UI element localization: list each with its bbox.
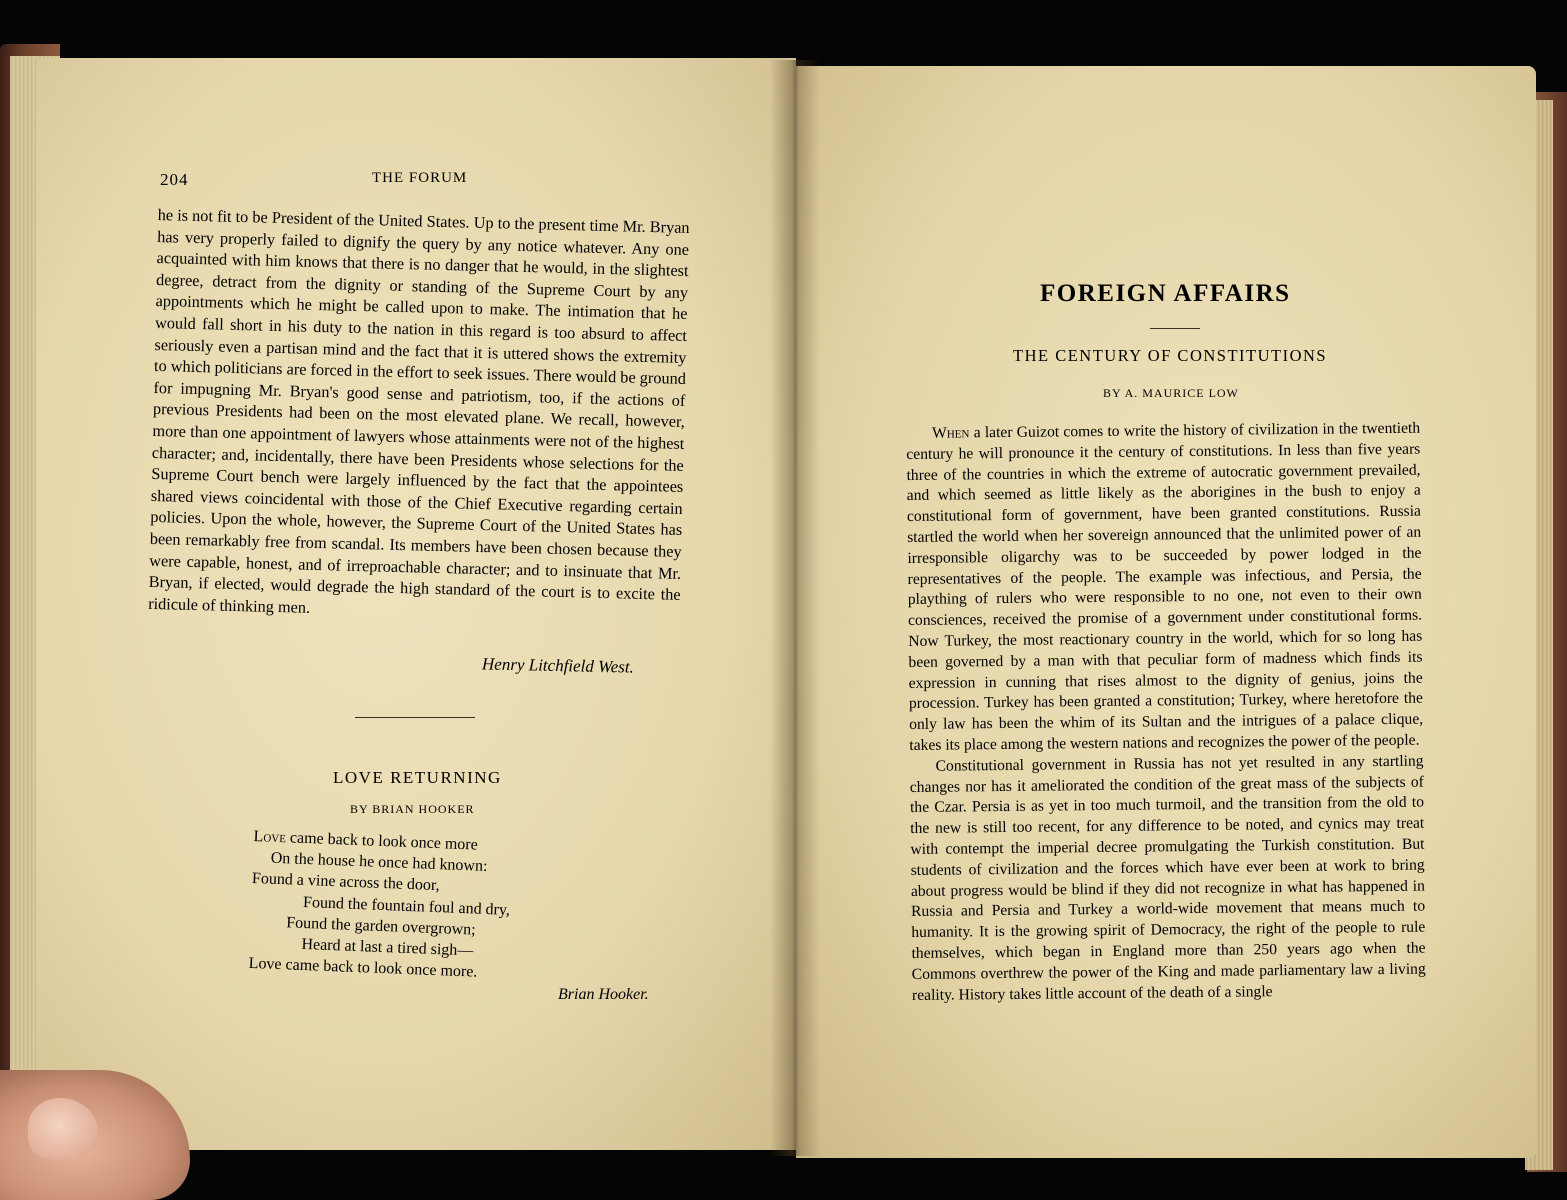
poem-line: Found a vine across the door,: [251, 870, 440, 895]
poem-line: Found the fountain foul and dry,: [302, 893, 511, 919]
poem-line: Love came back to look once more.: [248, 955, 478, 981]
book-gutter: [770, 60, 820, 1156]
left-body-text: [148, 204, 690, 627]
poem-body: [248, 826, 573, 987]
poem-line: On the house he once had known:: [270, 849, 488, 876]
poem-line: Found the garden overgrown;: [285, 914, 476, 939]
paragraph: Constitutional government in Russia has not yet resulted in any startling changes nor has it ameliorated the condition of the great mass of the subjects of the Czar. Persia is as yet in too much turmoil, and the transition from the old to the new is still too recent, for any difference to be noted, and cynics may treat with contempt the imperial decree promulgating the Turkish constitution. But students of civilization and the forces which have ever been at work to bring about progress would be blind if they did not recognize in what has happened in Russia and Persia and Turkey a world-wide movement that means much to humanity. It is the growing spirit of Democracy, the right of the people to rule themselves, which began in England more than 250 years ago when the Commons overthrew the power of the King and made parliamentary law a living reality. History takes little account of the death of a single: [909, 752, 1426, 1004]
running-head-title: THE FORUM: [372, 170, 468, 186]
heading-divider: [1150, 328, 1200, 329]
paragraph: [906, 419, 1423, 757]
author-signature: Henry Litchfield West.: [481, 654, 635, 677]
paragraph: he is not fit to be President of the United States. Up to the present time Mr. Bryan has very properly failed to dignify the query by any notice whatever. Any one acquainted with him knows that there is no danger that he would, in the slightest degree, detract from the dignity or standing of the Supreme Court by any appointments which he might be called upon to make. The intimation that he would fall short in his duty to the nation in this regard is too absurd to affect seriously even a partisan mind and the fact that it is uttered shows the extremity to which politicians are forced in the effort to seek issues. There would be ground for impugning Mr. Bryan's good sense and patriotism, too, if the actions of previous Presidents had been on the most elevated plane. We recall, however, more than one appointment of lawyers whose attainments were not of the highest character; and, incidentally, there have been Presidents whose selections for the Supreme Court bench were largely influenced by the fact that the appointees shared views coincidental with those of the Chief Executive regarding certain policies. Upon the whole, however, the Supreme Court of the United States has been remarkably free from scandal. Its members have been chosen because they were capable, honest, and of irreproachable character; and to insinuate that Mr. Bryan, if elected, would degrade the high standard of the court is to excite the ridicule of thinking men.: [148, 204, 690, 617]
poem-first-word: Love: [253, 827, 287, 847]
poem-byline: BY BRIAN HOOKER: [350, 802, 475, 816]
poem-line: Heard at last a tired sigh—: [301, 935, 474, 960]
page-number: 204: [160, 170, 189, 189]
poem-title: LOVE RETURNING: [333, 768, 502, 787]
section-divider: [355, 717, 475, 718]
drop-word: When: [932, 424, 970, 442]
section-heading: FOREIGN AFFAIRS: [1040, 280, 1291, 307]
right-body-text: [906, 419, 1426, 1007]
paragraph-text: a later Guizot comes to write the history of civilization in the twentieth century he will pronounce it the century of constitutions. In less than five years three of the countries in which the extreme of autocratic government prevailed, and which seemed as little likely as the aborigines in the bush to enjoy a constitutional form of government, have been granted constitutions. Russia startled the world when her sovereign announced that the unlimited power of an irresponsible oligarchy was to be succeeded by power lodged in the representatives of the people. The example was infectious, and Persia, the plaything of rulers who were responsible to no one, not even to their own consciences, received the promise of a government under constitutional forms. Now Turkey, the most reactionary country in the world, which for so long has been governed by a man with that peculiar form of madness which finds its expression in cunning that rises almost to the dignity of genius, joins the procession. Turkey has been granted a constitution; Turkey, where heretofore the only law has been the whim of its Sultan and the intrigues of a palace clique, takes its place among the western nations and recognizes the power of the people.: [906, 419, 1424, 754]
poem-first-line: came back to look once more: [285, 829, 479, 854]
article-title: THE CENTURY OF CONSTITUTIONS: [1013, 346, 1328, 365]
article-byline: BY A. MAURICE LOW: [1103, 386, 1239, 400]
poem-signature: Brian Hooker.: [558, 986, 649, 1003]
